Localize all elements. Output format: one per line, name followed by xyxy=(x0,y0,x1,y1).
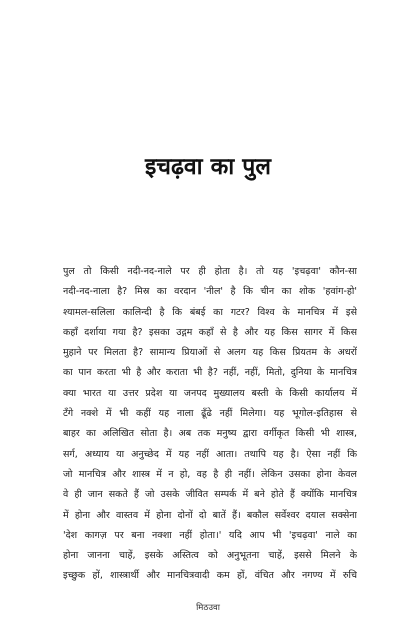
text-line: मुहाने पर मिलता है? सामान्य प्रियाओं से अलग यह किस प्रियतम के अधरों xyxy=(63,347,357,359)
text-line: टँगे नक्शे में भी कहीं यह नाला ढूँढे नहीं मिलेगा। यह भूगोल-इतिहास से xyxy=(63,408,357,420)
text-line: कहाँ दर्शाया गया है? इसका उद्गम कहाँ से है और यह किस सागर में किस xyxy=(63,326,357,338)
text-line: होना जानना चाहें, इसके अस्तित्व को अनुभूतना चाहें, इससे मिलने के xyxy=(63,550,357,562)
text-line: जो मानचित्र और शास्त्र में न हो, वह है ही नहीं। लेकिन उसका होना केवल xyxy=(63,468,357,480)
running-footer-title: मिठउवा xyxy=(196,603,220,613)
body-paragraph xyxy=(63,262,357,587)
text-line: क्या भारत या उत्तर प्रदेश या जनपद मुख्यालय बस्ती के किसी कार्यालय में xyxy=(63,387,357,399)
text-line: नदी-नद-नाला है? मिस्र का वरदान 'नील' है कि चीन का शोक 'हवांग-हो' xyxy=(63,286,357,298)
text-line: वे ही जान सकते हैं जो उसके जीवित सम्पर्क में बने होते हैं क्योंकि मानचित्र xyxy=(63,489,357,501)
text-line: सर्ग, अध्याय या अनुच्छेद में यह नहीं आता। तथापि यह है। ऐसा नहीं कि xyxy=(63,448,357,460)
text-line: का पान करता भी है और कराता भी है? नहीं, नहीं, मितो, दुनिया के मानचित्र xyxy=(63,367,357,379)
text-line: श्यामल-सलिला कालिन्दी है कि बंबई का गटर? विश्व के मानचित्र में इसे xyxy=(63,306,357,318)
text-line: में होना और वास्तव में होना दोनों दो बातें हैं। बकौल सर्वेश्वर दयाल सक्सेना xyxy=(63,509,357,521)
chapter-title: इचढ़वा का पुल xyxy=(145,154,271,180)
text-line: इच्छुक हों, शास्त्रार्थी और मानचित्रवादी कम हों, वंचित और नगण्य में रुचि xyxy=(63,570,357,582)
text-line: बाहर का अलिखित सोता है। अब तक मनुष्य द्वारा वर्गीकृत किसी भी शास्त्र, xyxy=(63,428,357,440)
text-line: 'देश कागज़ पर बना नक्शा नहीं होता।' यदि आप भी 'इचढ़वा' नाले का xyxy=(63,529,357,541)
text-line: पुल तो किसी नदी-नद-नाले पर ही होता है। तो यह 'इचढ़वा' कौन-सा xyxy=(63,266,357,277)
